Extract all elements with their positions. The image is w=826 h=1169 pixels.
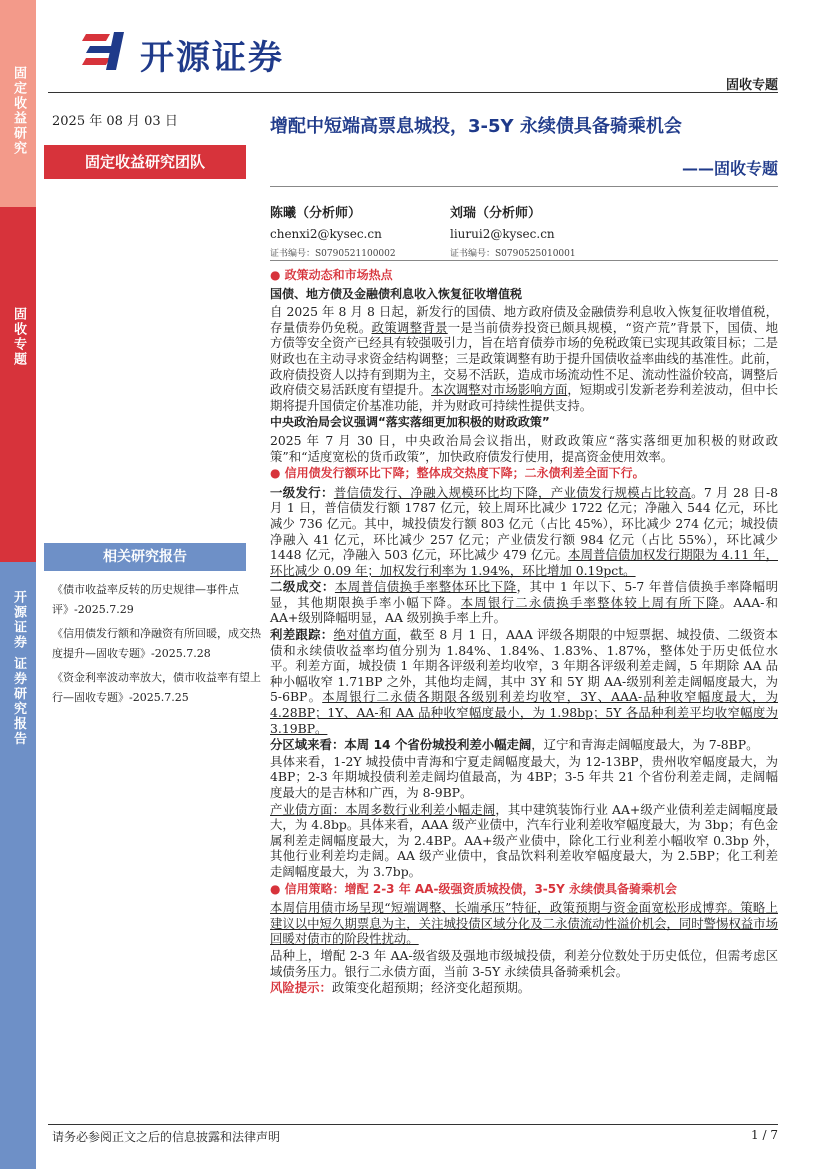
related-research-item[interactable]: 《资金利率波动率放大，债市收益率有望上行—固收专题》-2025.7.25 [52,671,261,704]
analyst-cert: 证书编号：S0790521100002 [270,249,396,259]
paragraph: 品种上，增配 2-3 年 AA-级省级及强地市级城投债，利差分位数处于历史低位，但需考虑区域债务压力。银行二永债方面，当前 3-5Y 永续债具备骑乘机会。 [270,947,778,979]
bullet-icon: ● [270,268,281,282]
logo-text: 开源证券 [140,38,284,78]
subsection-heading: 国债、地方债及金融债利息收入恢复征收增值税 [270,286,523,301]
paragraph: 二级成交：本周普信债换手率整体环比下降，其中 1 年以下、5-7 年普信债换手率降幅明显，其他期限换手率小幅下降。本周银行二永债换手率整体较上周有所下降。AAA-和 AA+级别降幅明显，AA 级别换手率上升。 [270,579,779,626]
paragraph: 一级发行：普信债发行、净融入规模环比均下降，产业债发行规模占比较高。7 月 28 日-8 月 1 日，普信债发行额 1787 亿元，较上周环比减少 1722 亿元；净融入 544 亿元，环比减少 736 亿元。其中，城投债发行额 803 亿元（占比 45%），环比减少 274 亿元；城投债净融入 41 亿元，环比减少 257 亿元；产业债发行额 984 亿元（占比 55%），环比减少 1448 亿元，净融入 503 亿元，环比减少 479 亿元。本周普信债加权发行期限为 4.11 年，环比减少 0.09 年；加权发行利率为 1.94%，环比增加 0.19pct。 [270,484,779,578]
sidebar-stripe-topic [0,207,36,562]
analyst-cert: 证书编号：S0790525010001 [450,249,576,259]
sidebar-stripe-text: 固定收益研究 [11,66,26,156]
title-divider [270,186,778,187]
bullet-icon: ● [270,881,281,896]
paragraph: 具体来看，1-2Y 城投债中青海和宁夏走阔幅度最大，为 12-13BP，贵州收窄幅度最大，为 4BP；2-3 年期城投债利差走阔均值最高，为 4BP；3-5 年共 21 个省份利差走阔，走阔幅度最大的是吉林和广西，为 8-9BP。 [270,753,778,800]
paragraph: 2025 年 7 月 30 日，中央政治局会议指出，财政政策应“落实落细更加积极的财政政策”和“适度宽松的货币政策”，加快政府债发行使用，提高资金使用效率。 [270,432,778,464]
analyst-name: 陈曦（分析师） [270,206,362,221]
analyst-email[interactable]: chenxi2@kysec.cn [270,227,382,241]
analyst-card [450,202,576,259]
footer-disclaimer[interactable]: 请务必参阅正文之后的信息披露和法律声明 [52,1130,281,1144]
page-number: 1 / 7 [751,1128,778,1142]
team-badge: 固定收益研究团队 [44,145,246,179]
section-heading: ● 信用策略：增配 2-3 年 AA-级强资质城投债，3-5Y 永续债具备骑乘机会 [270,881,677,896]
analysts-divider [270,260,778,261]
sidebar-stripe-brand [0,562,36,1169]
analyst-name: 刘瑞（分析师） [450,206,542,221]
paragraph: 本周信用债市场呈现“短端调整、长端承压”特征，政策预期与资金面宽松形成博弈。策略上建议以中短久期票息为主，关注城投债区域分化及二永债流动性溢价机会，同时警惕权益市场回暖对债市的阶段性扰动。 [270,900,779,947]
related-research-heading: 相关研究报告 [44,543,246,571]
analyst-email[interactable]: liurui2@kysec.cn [450,227,555,241]
section-heading: ● 政策动态和市场热点 [270,268,393,282]
paragraph: 利差跟踪：绝对值方面，截至 8 月 1 日，AAA 评级各期限的中短票据、城投债、二级资本债和永续债收益率均值分别为 1.84%、1.84%、1.83%、1.87%，整体处于历史低位水平。利差方面，城投债 1 年期各评级利差均收窄，3 年期各评级利差走阔，5 年期除 AA 品种小幅收窄 1.71BP 之外，其他均走阔，其中 3Y 和 5Y 期 AA-级别利差走阔幅度最大，为 5-6BP。本周银行二永债各期限各级别利差均收窄，3Y、AAA-品种收窄幅度最大，为 4.28BP；1Y、AA-和 AA 品种收窄幅度最小，为 1.98bp；5Y 各品种利差平均收窄幅度为 3.19BP。 [270,627,779,736]
sidebar-stripe-fixed-income [0,0,36,207]
header-divider [48,92,778,93]
paragraph: 分区域来看：本周 14 个省份城投利差小幅走阔，辽宁和青海走阔幅度最大，为 7-8BP。 [270,737,759,753]
sidebar-stripe-text: 固收专题 [11,307,26,367]
related-research-list [52,580,262,712]
report-body [270,266,778,997]
related-research-item[interactable]: 《信用债发行额和净融资有所回暖，成交热度提升—固收专题》-2025.7.28 [52,627,261,660]
report-date: 2025 年 08 月 03 日 [52,114,178,129]
risk-note: 风险提示：政策变化超预期；经济变化超预期。 [270,980,531,996]
subsection-heading: 中央政治局会议强调“落实落细更加积极的财政政策” [270,415,550,430]
analyst-card [270,202,396,259]
related-research-item[interactable]: 《债市收益率反转的历史规律—事件点评》-2025.7.29 [52,583,239,616]
paragraph: 自 2025 年 8 月 8 日起，新发行的国债、地方政府债及金融债券利息收入恢复征收增值税，存量债券仍免税。政策调整背景一是当前债券投资已颇具规模，“资产荒”背景下，国债、地方债等安全资产已经具有较强吸引力，旨在培育债券市场的免税政策已实现其政策目标；二是财政也在主动寻求资金结构调整；三是政策调整有助于提升国债收益率曲线的基准性。此前，政府债投资人以持有到期为主，交易不活跃，造成市场流动性不足、流动性溢价较高，调整后政府债交易活跃度有望提升。本次调整对市场影响方面，短期或引发新老券利差波动，但中长期将提升国债定价基准功能，并为财政可持续性提供支持。 [270,304,779,413]
footer-divider [48,1124,778,1125]
header-tag: 固收专题 [725,78,778,93]
bullet-icon: ● [270,466,281,481]
report-subtitle: ——固收专题 [681,159,778,178]
paragraph: 产业债方面：本周多数行业利差小幅走阔，其中建筑装饰行业 AA+级产业债利差走阔幅度最大，为 4.8bp。具体来看，AAA 级产业债中，汽车行业利差收窄幅度最大，为 3bp；有色金属利差走阔幅度最大，为 2.4BP。AA+级产业债中，除化工行业利差小幅收窄 0.3bp 外，其他行业利差均走阔。AA 级产业债中，食品饮料利差收窄幅度最大，为 2.5BP；化工利差走阔幅度最大，为 3.7bp。 [270,801,779,879]
logo-icon [80,28,134,74]
report-title: 增配中短端高票息城投，3-5Y 永续债具备骑乘机会 [270,116,682,137]
sidebar-stripe-text: 开源证券 证券研究报告 [11,590,26,747]
section-heading: ● 信用债发行额环比下降；整体成交热度下降；二永债利差全面下行。 [270,466,645,481]
